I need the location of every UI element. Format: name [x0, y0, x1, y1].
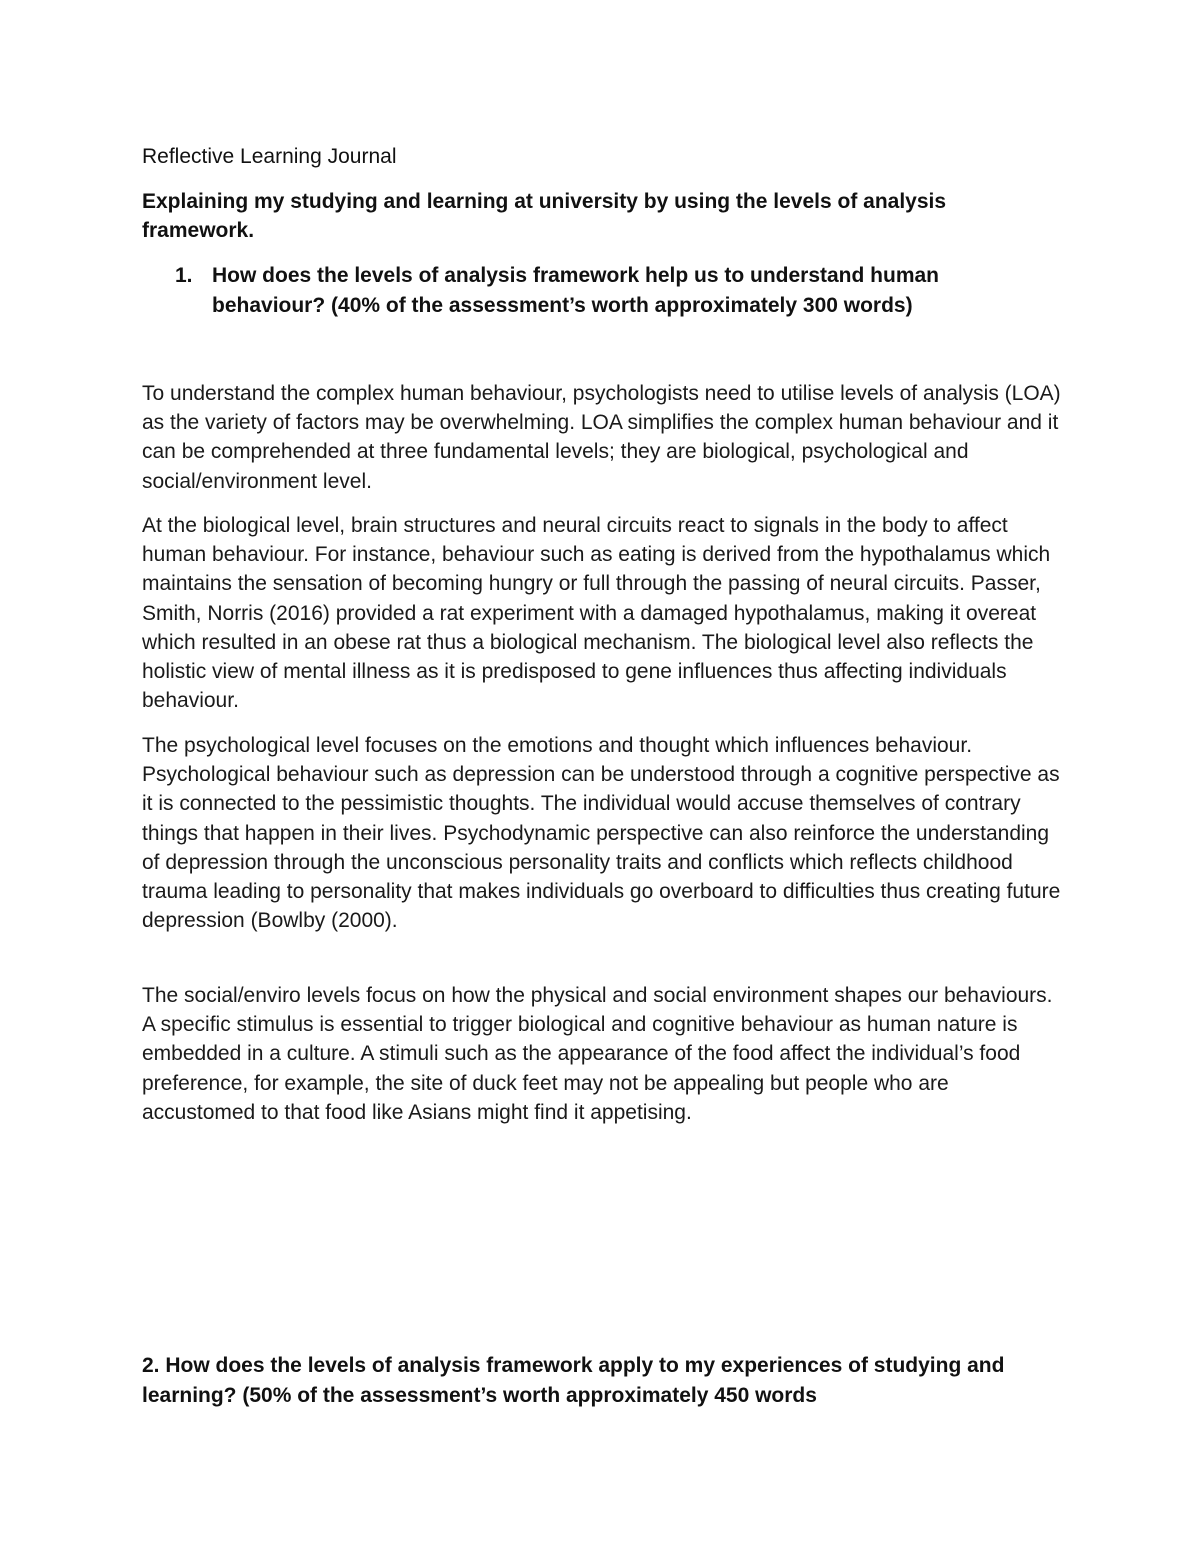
- question-1: [175, 261, 1055, 321]
- paragraph-biological: At the biological level, brain structures and neural circuits react to signals in the body to affect human behaviour. For instance, behaviour such as eating is derived from the hypothalamus which maintains the sensation of becoming hungry or full through the passing of neural circuits. Passer, Smith, Norris (2016) provided a rat experiment with a damaged hypothalamus, making it overeat which resulted in an obese rat thus a biological mechanism. The biological level also reflects the holistic view of mental illness as it is predisposed to gene influences thus affecting individuals behaviour.: [142, 514, 1051, 713]
- question-1-number: 1.: [175, 264, 193, 287]
- paragraph-social: The social/enviro levels focus on how the physical and social environment shapes our behaviours. A specific stimulus is essential to trigger biological and cognitive behaviour as human nature is embedded in a culture. A stimuli such as the appearance of the food affect the individual’s food preference, for example, the site of duck feet may not be appealing but people who are accustomed to that food like Asians might find it appetising.: [142, 984, 1053, 1124]
- question-2: 2. How does the levels of analysis framework apply to my experiences of studying and learning? (50% of the assessment’s worth approximately 450 words: [142, 1354, 1005, 1407]
- paragraph-intro: To understand the complex human behaviour, psychologists need to utilise levels of analysis (LOA) as the variety of factors may be overwhelming. LOA simplifies the complex human behaviour and it can be comprehended at three fundamental levels; they are biological, psychological and social/environment level.: [142, 382, 1061, 493]
- question-1-text: How does the levels of analysis framework help us to understand human behaviour? (40% of the assessment’s worth approximately 300 words): [212, 264, 940, 317]
- document-subtitle: Explaining my studying and learning at university by using the levels of analysis framework.: [142, 190, 947, 242]
- paragraph-psychological: The psychological level focuses on the emotions and thought which influences behaviour. Psychological behaviour such as depression can be understood through a cognitive perspective as it is connected to the pessimistic thoughts. The individual would accuse themselves of contrary things that happen in their lives. Psychodynamic perspective can also reinforce the understanding of depression through the unconscious personality traits and conflicts which reflects childhood trauma leading to personality that makes individuals go overboard to difficulties thus creating future depression (Bowlby (2000).: [142, 734, 1061, 933]
- document-title: Reflective Learning Journal: [142, 145, 397, 168]
